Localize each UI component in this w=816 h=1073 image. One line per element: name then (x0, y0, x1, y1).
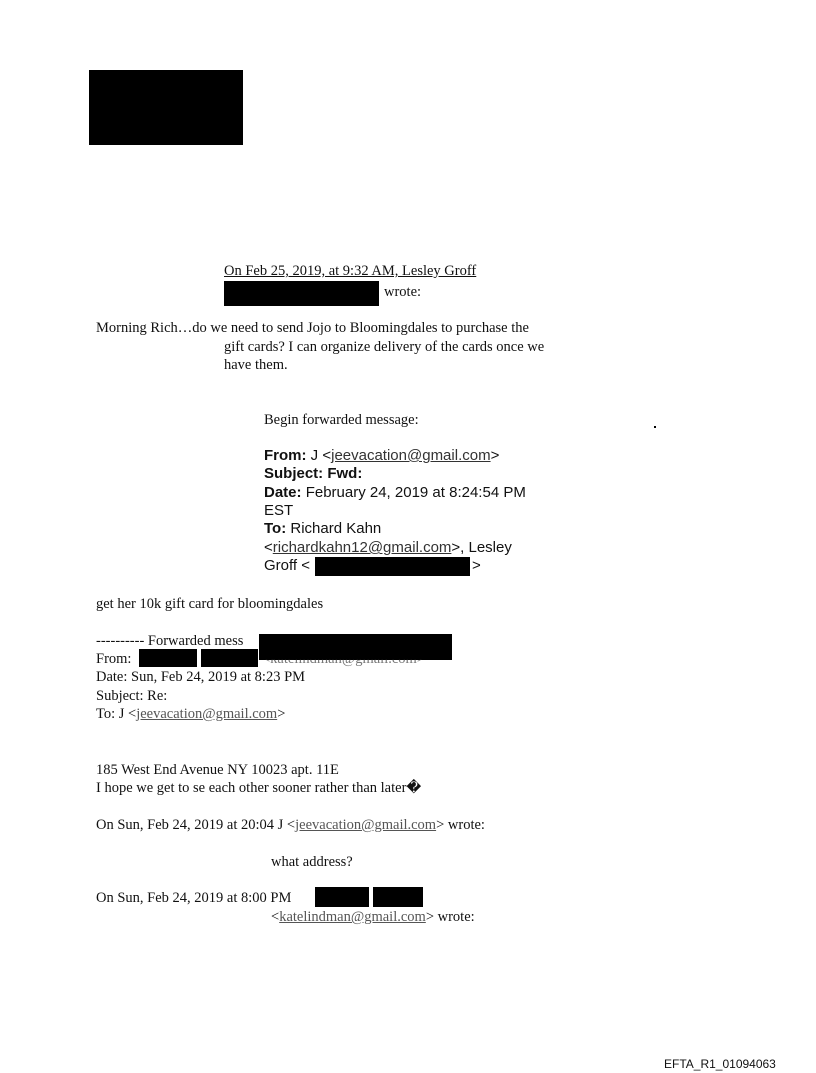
j-message: get her 10k gift card for bloomingdales (96, 596, 324, 612)
inner-to-line: To: J <jeevacation@gmail.com> (96, 706, 286, 722)
fwd-to-groff-line: Groff < (264, 557, 310, 574)
quote-header-wrote: wrote: (384, 284, 422, 300)
redaction-sender-last (201, 649, 258, 667)
redaction-forward-header (259, 634, 452, 660)
groff-message-line1: Morning Rich…do we need to send Jojo to Bloomingdales to purchase the (96, 320, 529, 336)
inner-from-label: From: (96, 651, 132, 667)
fwd-to-line: To: Richard Kahn (264, 520, 382, 537)
redaction-groff-to-email (315, 557, 470, 576)
j-quote-body: what address? (271, 854, 353, 870)
redaction-kate-last (373, 887, 423, 907)
quote-header-groff (224, 262, 476, 280)
redaction-kate-first (315, 887, 369, 907)
j-quote-email-link[interactable]: jeevacation@gmail.com (295, 817, 437, 833)
redaction-groff-email (224, 281, 379, 306)
fwd-date-line: Date: February 24, 2019 at 8:24:54 PM (264, 484, 526, 501)
kate-quote-email-link[interactable]: katelindman@gmail.com (279, 909, 426, 925)
fwd-from-email-link[interactable]: jeevacation@gmail.com (331, 447, 491, 464)
fwd-subject-line: Subject: Fwd: (264, 465, 363, 482)
inner-to-email-link[interactable]: jeevacation@gmail.com (136, 706, 278, 722)
redaction-sender-first (139, 649, 197, 667)
j-quote-header: On Sun, Feb 24, 2019 at 20:04 J <jeevacation@gmail.com> wrote: (96, 817, 485, 833)
stray-dot (654, 426, 656, 428)
fwd-to-groff-suffix: > (472, 557, 481, 574)
kate-hope-line: I hope we get to se each other sooner rather than later� (96, 780, 422, 796)
bates-number: EFTA_R1_01094063 (664, 1057, 776, 1071)
inner-date-line: Date: Sun, Feb 24, 2019 at 8:23 PM (96, 669, 306, 685)
redaction-logo-block (89, 70, 243, 145)
kate-address-line: 185 West End Avenue NY 10023 apt. 11E (96, 762, 339, 778)
kate-quote-header: On Sun, Feb 24, 2019 at 8:00 PM (96, 890, 292, 906)
quote-header-line: On Feb 25, 2019, at 9:32 AM, Lesley Groff (224, 263, 477, 279)
fwd-from-line: From: J <jeevacation@gmail.com> (264, 447, 500, 464)
fwd-date-tz: EST (264, 502, 294, 519)
groff-message-line2: gift cards? I can organize delivery of the cards once we (224, 339, 545, 355)
begin-forwarded-message: Begin forwarded message: (264, 412, 419, 428)
fwd-to-email-line: <richardkahn12@gmail.com>, Lesley (264, 539, 512, 556)
fwd-to-email-link[interactable]: richardkahn12@gmail.com (272, 539, 452, 556)
kate-quote-email-line: <katelindman@gmail.com> wrote: (271, 909, 475, 925)
groff-message-line3: have them. (224, 357, 288, 373)
inner-subject-line: Subject: Re: (96, 688, 168, 704)
inner-forward-separator: ---------- Forwarded mess (96, 633, 244, 649)
